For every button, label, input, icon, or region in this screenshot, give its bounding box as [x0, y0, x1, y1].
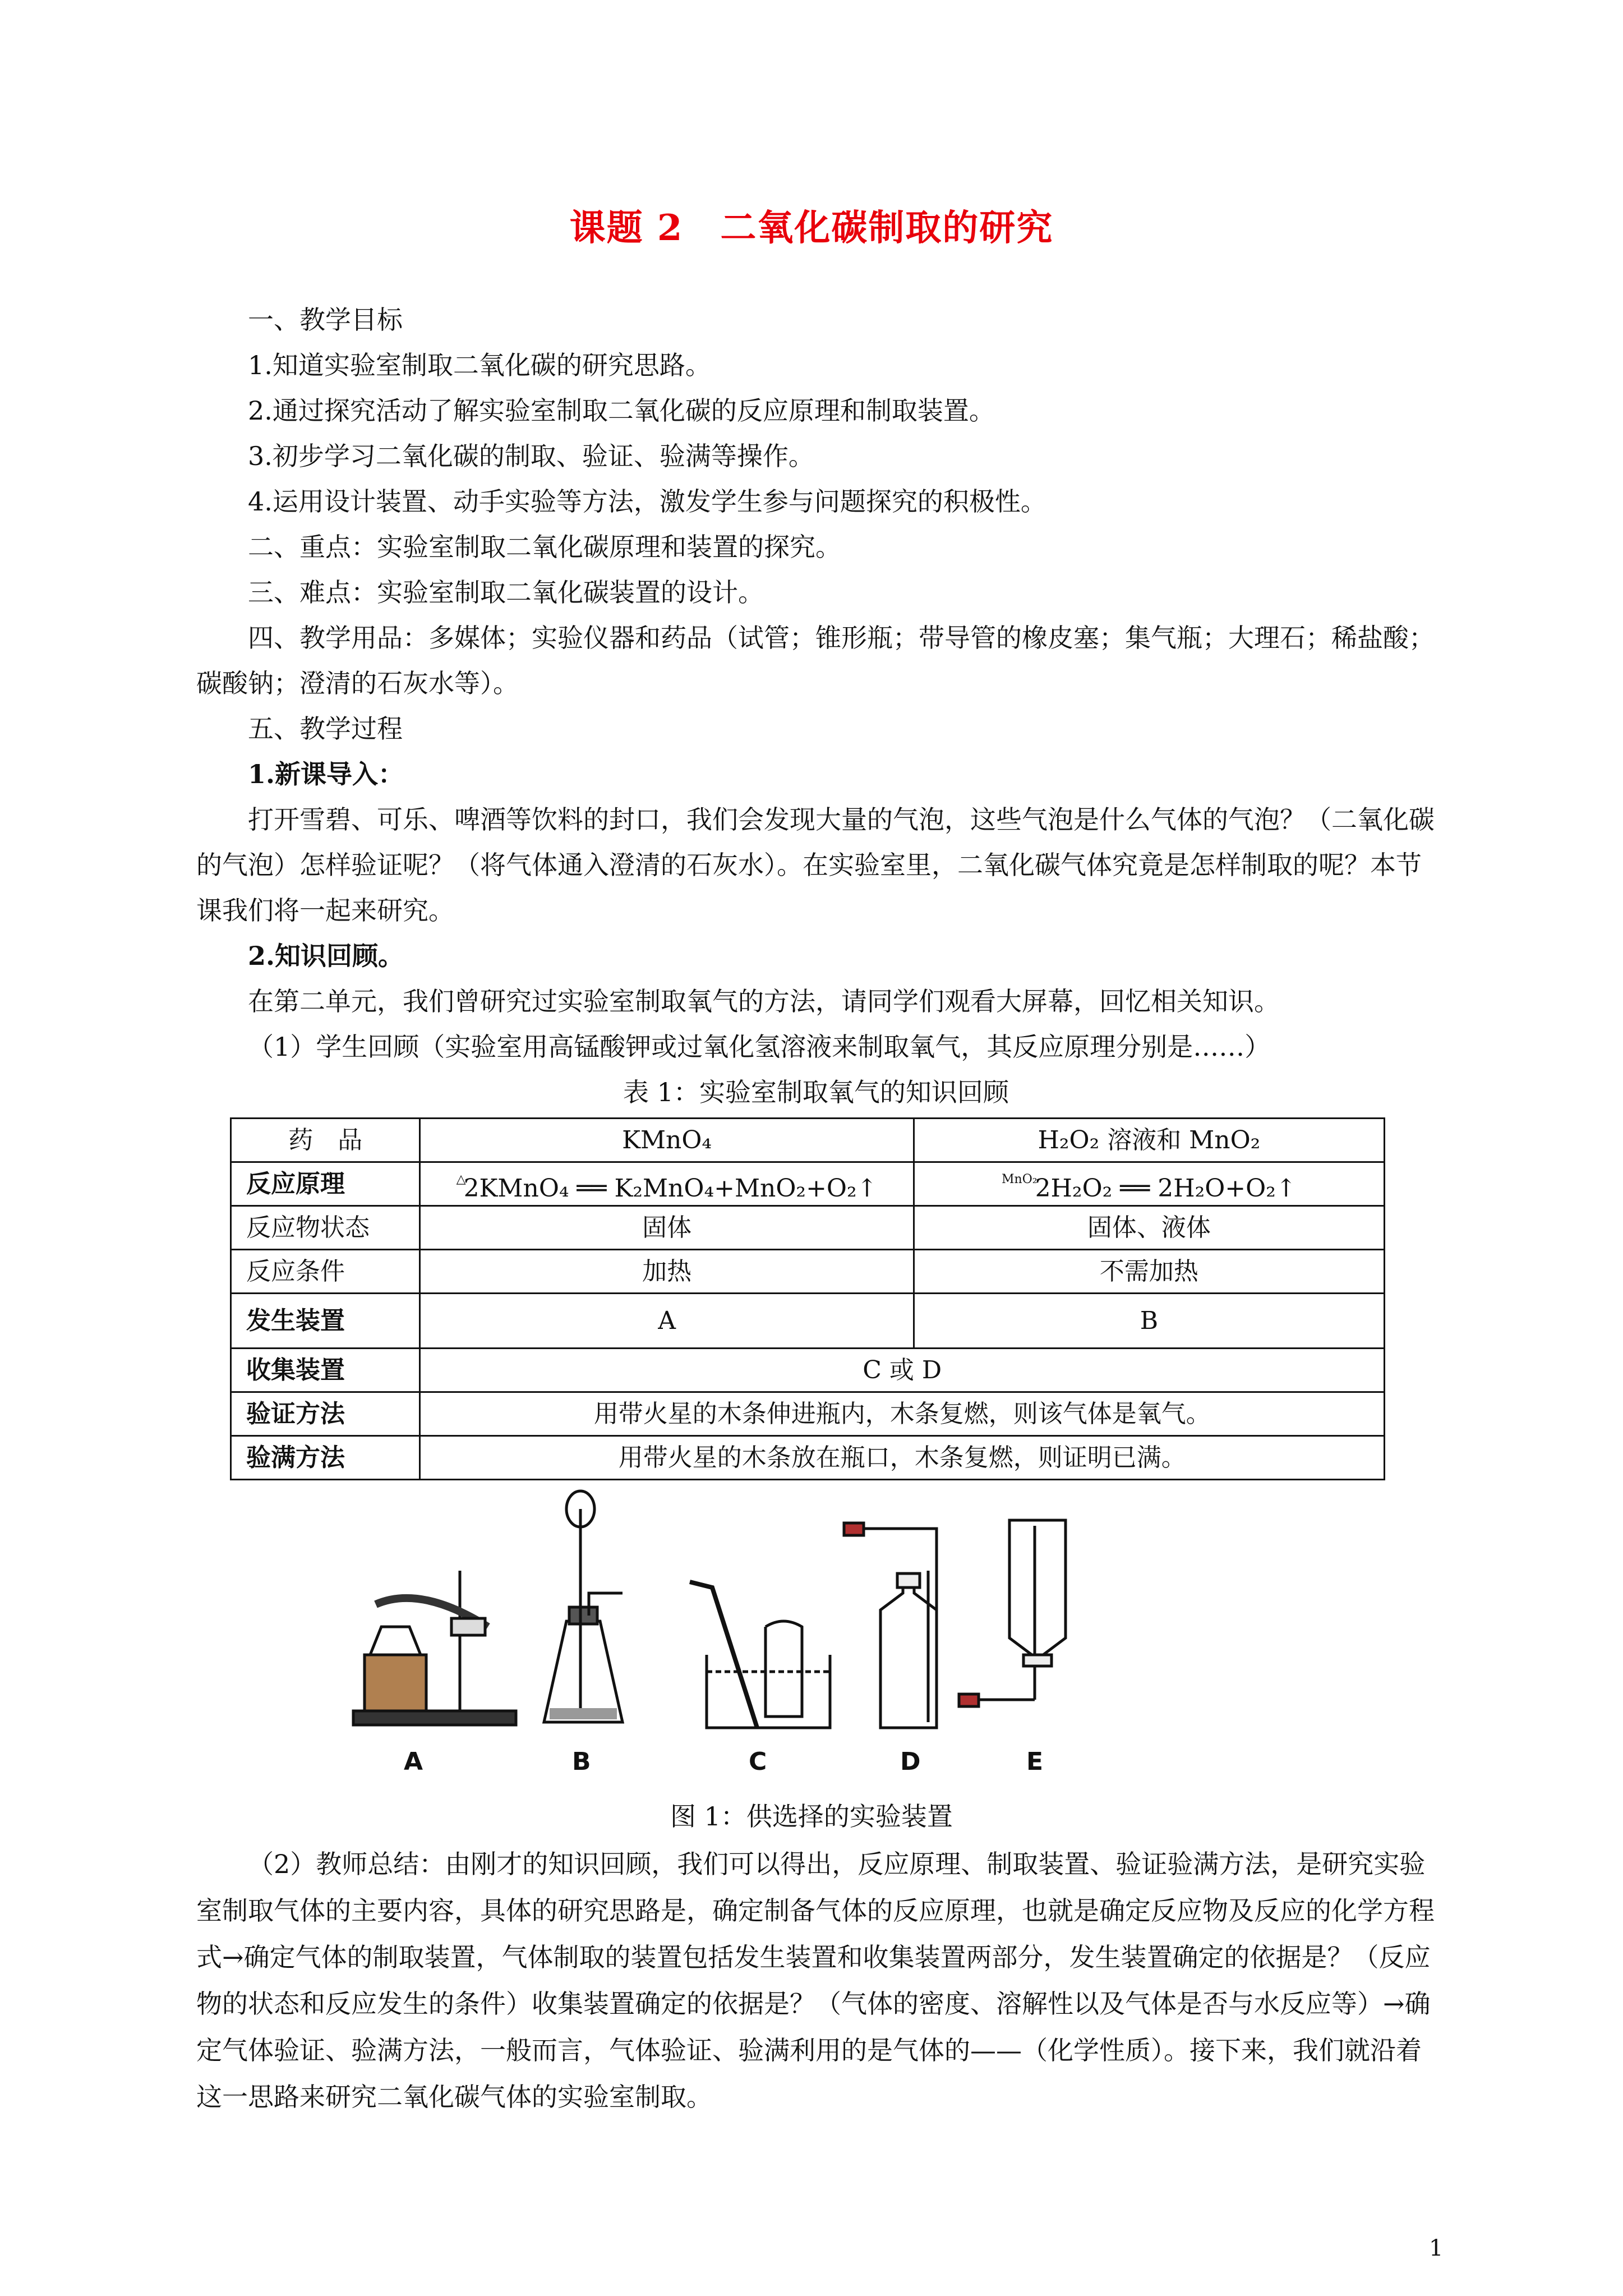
oxygen-review-table	[230, 1117, 1385, 1480]
row-label-state: 反应物状态	[231, 1206, 420, 1250]
apparatus-c	[690, 1582, 830, 1728]
page-number: 1	[1429, 2235, 1444, 2261]
apparatus-a	[353, 1571, 516, 1725]
section-heading-objectives: 一、教学目标	[248, 305, 403, 335]
table-row	[231, 1349, 1385, 1392]
row-label-verify: 验证方法	[231, 1392, 420, 1436]
objective-3: 3.初步学习二氧化碳的制取、验证、验满等操作。	[248, 441, 814, 471]
intro-text: 打开雪碧、可乐、啤酒等饮料的封口，我们会发现大量的气泡，这些气泡是什么气体的气泡？（二氧化碳的气泡）怎样验证呢？（将气体通入澄清的石灰水）。在实验室里，二氧化碳气体究竟是怎样制取的呢？本节课我们将一起来研究。	[196, 804, 1435, 926]
key-point: 二、重点：实验室制取二氧化碳原理和装置的探究。	[248, 532, 841, 562]
table-header-label: 药 品	[231, 1119, 420, 1162]
intro-heading: 1.新课导入：	[248, 759, 404, 789]
apparatus-e	[959, 1520, 1066, 1706]
summary-section	[196, 1841, 1436, 2120]
table-cell: A	[420, 1294, 914, 1349]
main-content	[196, 297, 1436, 1480]
table-cell: 固体	[420, 1206, 914, 1250]
label-b: B	[572, 1747, 591, 1776]
table-cell: 用带火星的木条伸进瓶内，木条复燃，则该气体是氧气。	[420, 1392, 1385, 1436]
objective-1: 1.知道实验室制取二氧化碳的研究思路。	[248, 350, 711, 380]
table-header-col1: KMnO₄	[420, 1119, 914, 1162]
table-cell: 用带火星的木条放在瓶口，木条复燃，则证明已满。	[420, 1436, 1385, 1480]
review-text: 在第二单元，我们曾研究过实验室制取氧气的方法，请同学们观看大屏幕，回忆相关知识。	[248, 986, 1280, 1016]
row-label-full-check: 验满方法	[231, 1436, 420, 1480]
table-row	[231, 1119, 1385, 1162]
table-cell: C 或 D	[420, 1349, 1385, 1392]
equation-condition: △	[456, 1172, 466, 1186]
table-cell: 固体、液体	[914, 1206, 1384, 1250]
row-label-condition: 反应条件	[231, 1250, 420, 1294]
table-cell: 加热	[420, 1250, 914, 1294]
summary-text: （2）教师总结：由刚才的知识回顾，我们可以得出，反应原理、制取装置、验证验满方法，是研究实验室制取气体的主要内容，具体的研究思路是，确定制备气体的反应原理，也就是确定反应物及反应的化学方程式→确定气体的制取装置，气体制取的装置包括发生装置和收集装置两部分，发生装置确定的依据是？（反应物的状态和反应发生的条件）收集装置确定的依据是？（气体的密度、溶解性以及气体是否与水反应等）→确定气体验证、验满方法，一般而言，气体验证、验满利用的是气体的——（化学性质）。接下来，我们就沿着这一思路来研究二氧化碳气体的实验室制取。	[196, 1849, 1435, 2112]
difficulty: 三、难点：实验室制取二氧化碳装置的设计。	[248, 577, 764, 608]
table-header-col2: H₂O₂ 溶液和 MnO₂	[914, 1119, 1384, 1162]
section-heading-process: 五、教学过程	[248, 714, 403, 744]
row-label-principle: 反应原理	[231, 1162, 420, 1206]
review-heading: 2.知识回顾。	[248, 941, 404, 971]
apparatus-d	[844, 1523, 937, 1728]
equation-condition: MnO₂	[1002, 1172, 1038, 1186]
table-row	[231, 1392, 1385, 1436]
apparatus-drawing	[342, 1487, 1172, 1778]
table-cell: 不需加热	[914, 1250, 1384, 1294]
table-row	[231, 1206, 1385, 1250]
label-c: C	[749, 1747, 767, 1776]
table-cell: B	[914, 1294, 1384, 1349]
equation-kmno4: △2KMnO₄ ══ K₂MnO₄+MnO₂+O₂↑	[420, 1162, 914, 1206]
materials: 四、教学用品：多媒体；实验仪器和药品（试管；锥形瓶；带导管的橡皮塞；集气瓶；大理石；稀盐酸；碳酸钠；澄清的石灰水等）。	[196, 623, 1435, 698]
table-row	[231, 1294, 1385, 1349]
apparatus-b	[544, 1491, 623, 1722]
table-row	[231, 1250, 1385, 1294]
row-label-collector: 收集装置	[231, 1349, 420, 1392]
table-row	[231, 1162, 1385, 1206]
objective-2: 2.通过探究活动了解实验室制取二氧化碳的反应原理和制取装置。	[248, 395, 995, 426]
label-e: E	[1026, 1747, 1044, 1776]
page-title: 课题 2 二氧化碳制取的研究	[569, 207, 1054, 249]
apparatus-figure	[342, 1487, 1172, 1778]
review-item-1: （1）学生回顾（实验室用高锰酸钾或过氧化氢溶液来制取氧气，其反应原理分别是……）	[248, 1032, 1271, 1062]
table-row	[231, 1436, 1385, 1480]
table-caption: 表 1：实验室制取氧气的知识回顾	[623, 1077, 1009, 1107]
figure-caption: 图 1：供选择的实验装置	[670, 1801, 953, 1832]
label-a: A	[404, 1747, 423, 1776]
label-d: D	[900, 1747, 921, 1776]
equation-h2o2: $^{MnO_2}$2H₂O₂ ══ 2H₂O+O₂↑	[914, 1162, 1384, 1206]
objective-4: 4.运用设计装置、动手实验等方法，激发学生参与问题探究的积极性。	[248, 486, 1046, 517]
row-label-generator: 发生装置	[231, 1294, 420, 1349]
